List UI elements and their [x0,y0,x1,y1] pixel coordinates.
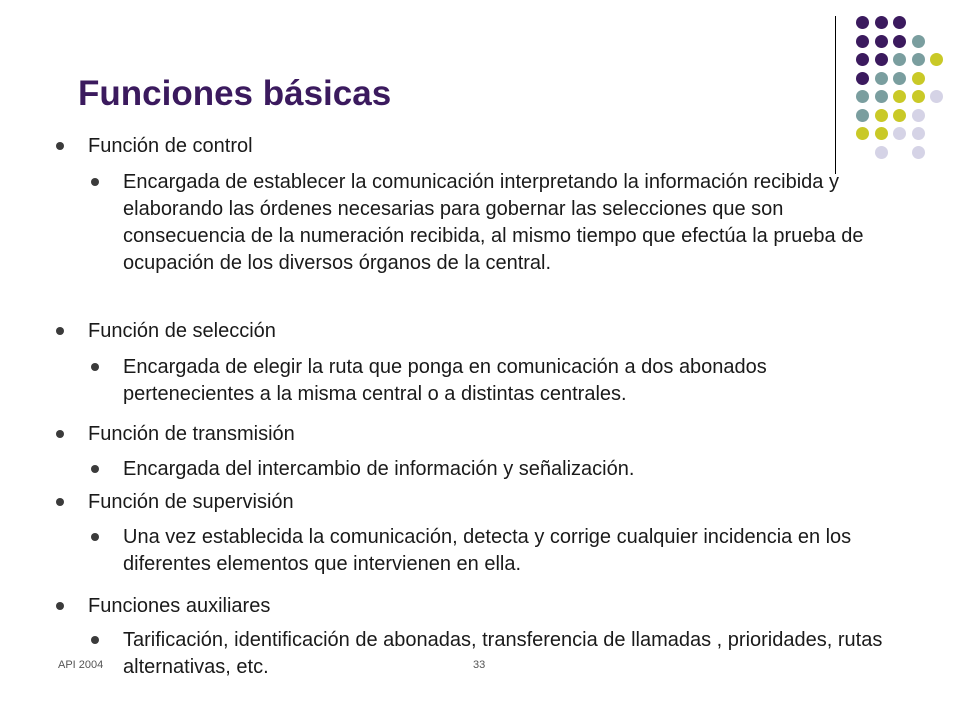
decorative-dot [856,53,869,66]
footer-label: API 2004 [58,659,104,671]
item-detail-seleccion: Encargada de elegir la ruta que ponga en comunicación a dos abonados pertenecientes a la misma central o a distintas centrales. [123,356,767,405]
decorative-dot [912,146,925,159]
slide-title: Funciones básicas [78,74,392,113]
decorative-dot [893,127,906,140]
decorative-dot [875,109,888,122]
decorative-dot [912,90,925,103]
decorative-dot [856,90,869,103]
decorative-dot [893,90,906,103]
sub-bullet-dot-icon [91,533,99,541]
decorative-dot [856,72,869,85]
decorative-dot [912,72,925,85]
item-detail-auxiliares: Tarificación, identificación de abonadas, transferencia de llamadas , prioridades, rutas alternativas, etc. [123,629,883,678]
decorative-vertical-line [835,16,836,174]
decorative-dot [893,16,906,29]
decorative-dot [893,109,906,122]
sub-bullet-dot-icon [91,178,99,186]
item-detail-control: Encargada de establecer la comunicación interpretando la información recibida y elaborando las órdenes necesarias para gobernar las selecciones que son consecuencia de la numeración recibida, al mismo tiempo que efectúa la prueba de ocupación de los diversos órganos de la central. [123,171,864,274]
decorative-dot [912,109,925,122]
decorative-dot [912,35,925,48]
decorative-dot [856,109,869,122]
decorative-dot [893,72,906,85]
item-detail-supervision: Una vez establecida la comunicación, detecta y corrige cualquier incidencia en los diferentes elementos que intervienen en ella. [123,526,852,575]
decorative-dot [893,35,906,48]
item-heading-control: Función de control [88,135,253,157]
sub-bullet-dot-icon [91,363,99,371]
item-heading-seleccion: Función de selección [88,320,276,342]
decorative-dot [875,72,888,85]
decorative-dot [893,53,906,66]
item-heading-transmision: Función de transmisión [88,423,295,445]
bullet-dot-icon [56,430,64,438]
decorative-dot [856,35,869,48]
decorative-dot [875,16,888,29]
decorative-dot [875,90,888,103]
item-heading-auxiliares: Funciones auxiliares [88,595,271,617]
bullet-dot-icon [56,498,64,506]
bullet-dot-icon [56,602,64,610]
decorative-dot [856,16,869,29]
page-number: 33 [473,659,486,671]
bullet-dot-icon [56,142,64,150]
bullet-dot-icon [56,327,64,335]
decorative-dot [875,146,888,159]
decorative-dot [930,90,943,103]
decorative-dot [912,53,925,66]
item-heading-supervision: Función de supervisión [88,491,294,513]
decorative-dot [875,127,888,140]
sub-bullet-dot-icon [91,465,99,473]
item-detail-transmision: Encargada del intercambio de información y señalización. [123,458,635,480]
decorative-dot [856,127,869,140]
decorative-dot [912,127,925,140]
sub-bullet-dot-icon [91,636,99,644]
decorative-dot [930,53,943,66]
decorative-dot [875,35,888,48]
decorative-dot [875,53,888,66]
